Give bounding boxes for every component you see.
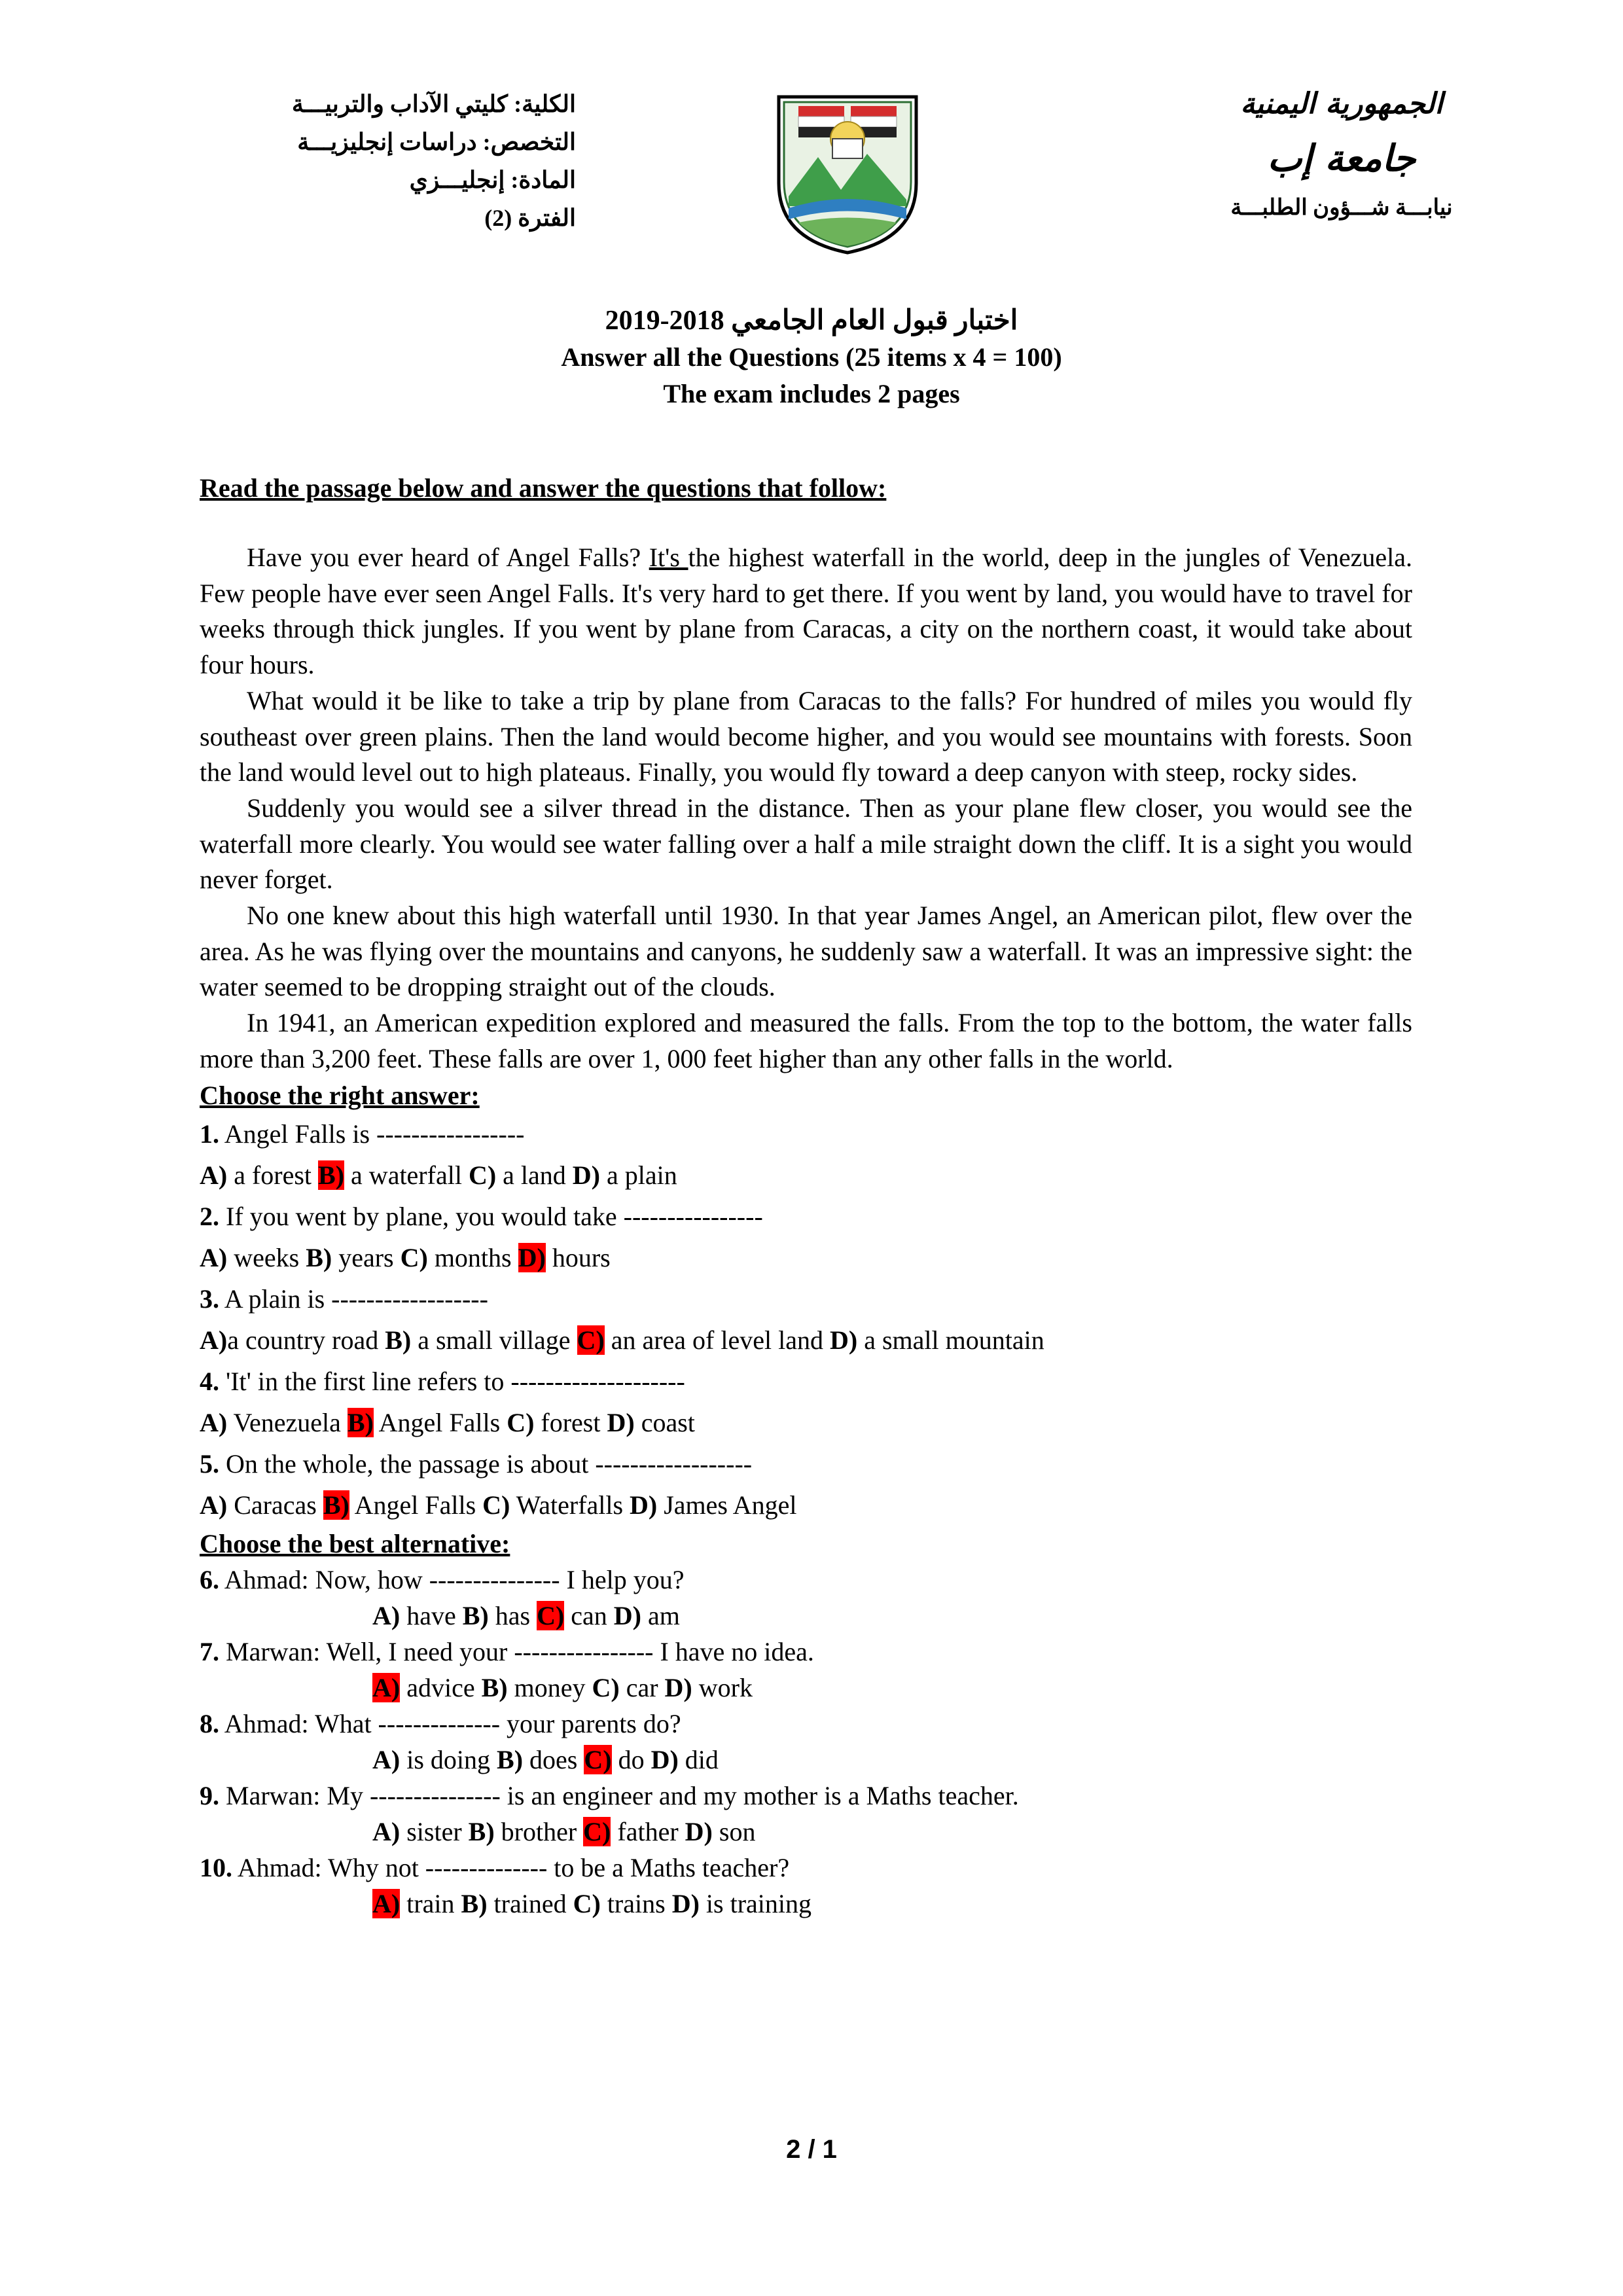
option-letter[interactable]: A) xyxy=(200,1490,228,1520)
option-letter[interactable]: D) xyxy=(630,1490,658,1520)
option-text: car xyxy=(619,1672,665,1702)
answer-options xyxy=(200,1402,1412,1443)
republic-line: الجمهورية اليمنية xyxy=(1240,87,1443,120)
option-text: Angel Falls xyxy=(373,1407,507,1437)
faculty-info xyxy=(236,85,576,237)
question-text: Ahmad: Why not -------------- to be a Maths teacher? xyxy=(232,1852,790,1882)
arabic-title: اختبار قبول العام الجامعي 2018-2019 xyxy=(605,306,1018,336)
deanship-line: نيابـــة شـــؤون الطلبـــة xyxy=(1230,196,1453,220)
faculty-line: الكلية: كليتي الآداب والتربيـــة xyxy=(291,91,576,117)
question-number: 7. xyxy=(200,1636,219,1666)
passage-paragraph: No one knew about this high waterfall until 1930. In that year James Angel, an American pilot, flew over the area. As he was flying over the mountains and canyons, he suddenly saw a waterfall. It was an impressive sight: the water seemed to be dropping straight out of the clouds. xyxy=(200,901,1412,1002)
option-letter[interactable]: C) xyxy=(573,1888,601,1918)
question-5 xyxy=(200,1443,1412,1484)
subject-line: المادة: إنجليـــزي xyxy=(409,167,576,193)
option-text: has xyxy=(488,1600,537,1630)
passage-paragraph xyxy=(200,540,1412,683)
exam-titles xyxy=(0,302,1623,412)
correct-option-letter[interactable]: B) xyxy=(323,1490,349,1520)
correct-option-letter[interactable]: D) xyxy=(518,1242,546,1272)
option-letter[interactable]: A) xyxy=(200,1160,228,1190)
option-text: forest xyxy=(534,1407,607,1437)
option-text: Venezuela xyxy=(227,1407,348,1437)
option-letter[interactable]: B) xyxy=(461,1888,488,1918)
correct-option-letter[interactable]: B) xyxy=(318,1160,345,1190)
question-number: 6. xyxy=(200,1564,219,1594)
question-9 xyxy=(200,1778,1412,1814)
question-6 xyxy=(200,1562,1412,1598)
correct-option-letter[interactable]: C) xyxy=(577,1325,605,1355)
correct-option-letter[interactable]: C) xyxy=(584,1744,612,1774)
answer-options xyxy=(200,1886,1412,1922)
option-letter[interactable]: B) xyxy=(481,1672,508,1702)
option-text: advice xyxy=(400,1672,482,1702)
option-letter[interactable]: B) xyxy=(462,1600,489,1630)
option-text: son xyxy=(712,1816,756,1846)
instructions-line: Answer all the Questions (25 items x 4 = 100) xyxy=(561,342,1062,372)
option-text: years xyxy=(332,1242,401,1272)
question-4 xyxy=(200,1361,1412,1402)
option-letter[interactable]: D) xyxy=(664,1672,692,1702)
option-text: hours xyxy=(545,1242,611,1272)
option-text: coast xyxy=(634,1407,695,1437)
option-text: train xyxy=(400,1888,461,1918)
option-text: does xyxy=(523,1744,584,1774)
option-text: am xyxy=(641,1600,680,1630)
option-letter[interactable]: C) xyxy=(468,1160,497,1190)
option-text: father xyxy=(611,1816,685,1846)
answer-options xyxy=(200,1814,1412,1850)
underlined-its: It's xyxy=(649,543,688,572)
university-emblem-icon xyxy=(772,92,923,255)
correct-option-letter[interactable]: C) xyxy=(583,1816,611,1846)
option-letter[interactable]: D) xyxy=(671,1888,700,1918)
question-text: 'It' in the first line refers to -------------------- xyxy=(219,1366,685,1396)
specialization-line: التخصص: دراسات إنجليزيـــة xyxy=(297,129,576,155)
pages-note: The exam includes 2 pages xyxy=(663,379,960,408)
option-text: Waterfalls xyxy=(510,1490,630,1520)
option-letter[interactable]: B) xyxy=(497,1744,524,1774)
answer-options xyxy=(200,1319,1412,1361)
question-number: 2. xyxy=(200,1201,219,1231)
question-number: 1. xyxy=(200,1119,219,1149)
option-letter[interactable]: D) xyxy=(613,1600,642,1630)
option-text: money xyxy=(507,1672,592,1702)
question-number: 10. xyxy=(200,1852,232,1882)
exam-content xyxy=(200,470,1412,1922)
option-text: is doing xyxy=(400,1744,497,1774)
option-text: trains xyxy=(600,1888,672,1918)
question-number: 3. xyxy=(200,1283,219,1314)
option-letter[interactable]: D) xyxy=(829,1325,858,1355)
question-text: Marwan: Well, I need your ---------------- I have no idea. xyxy=(219,1636,814,1666)
period-line: الفترة (2) xyxy=(484,205,576,231)
option-letter[interactable]: B) xyxy=(306,1242,332,1272)
option-letter[interactable]: B) xyxy=(468,1816,495,1846)
section2-heading: Choose the best alternative: xyxy=(200,1528,510,1558)
question-number: 4. xyxy=(200,1366,219,1396)
reading-heading: Read the passage below and answer the questions that follow: xyxy=(200,473,887,503)
correct-option-letter[interactable]: C) xyxy=(537,1600,565,1630)
question-text: A plain is ------------------ xyxy=(219,1283,488,1314)
option-letter[interactable]: C) xyxy=(400,1242,428,1272)
answer-options xyxy=(200,1598,1412,1634)
question-text: Ahmad: Now, how --------------- I help you? xyxy=(219,1564,685,1594)
question-text: On the whole, the passage is about ------------------ xyxy=(219,1448,753,1479)
correct-option-letter[interactable]: A) xyxy=(372,1888,401,1918)
university-info xyxy=(1230,79,1453,229)
question-7 xyxy=(200,1634,1412,1670)
option-letter[interactable]: C) xyxy=(592,1672,620,1702)
question-number: 5. xyxy=(200,1448,219,1479)
section1-heading: Choose the right answer: xyxy=(200,1080,480,1110)
option-text: did xyxy=(678,1744,719,1774)
answer-options xyxy=(200,1237,1412,1278)
option-text: James Angel xyxy=(657,1490,797,1520)
answer-options xyxy=(200,1155,1412,1196)
option-letter[interactable]: A) xyxy=(372,1816,401,1846)
passage-paragraph: Suddenly you would see a silver thread in the distance. Then as your plane flew closer, you would see the waterfall more clearly. You would see water falling over a half a mile straight down the cliff. It is a sight you would never forget. xyxy=(200,793,1412,895)
question-8 xyxy=(200,1706,1412,1742)
option-text: have xyxy=(400,1600,463,1630)
reading-passage xyxy=(200,540,1412,1077)
option-text: can xyxy=(564,1600,614,1630)
question-10 xyxy=(200,1850,1412,1886)
answer-options xyxy=(200,1742,1412,1778)
question-2 xyxy=(200,1196,1412,1237)
university-name: جامعة إب xyxy=(1267,137,1416,180)
question-text: If you went by plane, you would take ---------------- xyxy=(219,1201,763,1231)
section1-questions xyxy=(200,1113,1412,1526)
option-text: weeks xyxy=(227,1242,306,1272)
option-text: brother xyxy=(494,1816,584,1846)
option-letter[interactable]: A) xyxy=(200,1242,228,1272)
answer-options xyxy=(200,1484,1412,1526)
option-text: a plain xyxy=(600,1160,677,1190)
option-text: months xyxy=(427,1242,518,1272)
question-1 xyxy=(200,1113,1412,1155)
option-text: an area of level land xyxy=(604,1325,830,1355)
question-3 xyxy=(200,1278,1412,1319)
section2-questions xyxy=(200,1562,1412,1922)
question-text: Marwan: My --------------- is an engineer and my mother is a Maths teacher. xyxy=(219,1780,1019,1810)
option-letter[interactable]: D) xyxy=(685,1816,713,1846)
option-text: Caracas xyxy=(227,1490,323,1520)
paragraph-text: the highest waterfall in the world, deep in the jungles of Venezuela. Few people have ever seen Angel Falls. It's very hard to get there. If you went by land, you would have to travel for weeks through thick jungles. If you went by plane from Caracas, a city on the northern coast, it would take about four hours. xyxy=(200,543,1412,680)
question-number: 8. xyxy=(200,1708,219,1738)
option-letter[interactable]: D) xyxy=(651,1744,679,1774)
option-text: a small mountain xyxy=(857,1325,1044,1355)
option-letter[interactable]: A) xyxy=(372,1744,401,1774)
option-text: Angel Falls xyxy=(349,1490,483,1520)
passage-paragraph: In 1941, an American expedition explored and measured the falls. From the top to the bottom, the water falls more than 3,200 feet. These falls are over 1, 000 feet higher than any other falls in the world. xyxy=(200,1008,1412,1073)
option-text: a country road xyxy=(227,1325,385,1355)
paragraph-text: Have you ever heard of Angel Falls? xyxy=(247,543,649,572)
option-letter[interactable]: A) xyxy=(200,1407,228,1437)
option-text: a waterfall xyxy=(344,1160,469,1190)
option-letter[interactable]: B) xyxy=(385,1325,412,1355)
option-letter[interactable]: C) xyxy=(482,1490,510,1520)
option-text: a forest xyxy=(227,1160,319,1190)
page-number: 2 / 1 xyxy=(786,2135,837,2164)
option-text: a land xyxy=(496,1160,573,1190)
passage-paragraph: What would it be like to take a trip by plane from Caracas to the falls? For hundred of miles you would fly southeast over green plains. Then the land would become higher, and you would see mountains with forests. Soon the land would level out to high plateaus. Finally, you would fly toward a deep canyon with steep, rocky sides. xyxy=(200,685,1412,787)
option-letter[interactable]: A) xyxy=(372,1600,401,1630)
option-letter[interactable]: D) xyxy=(572,1160,600,1190)
option-text: trained xyxy=(487,1888,573,1918)
question-number: 9. xyxy=(200,1780,219,1810)
option-text: a small village xyxy=(411,1325,577,1355)
option-letter[interactable]: A) xyxy=(200,1325,228,1355)
option-text: work xyxy=(692,1672,753,1702)
option-text: do xyxy=(611,1744,651,1774)
correct-option-letter[interactable]: A) xyxy=(372,1672,401,1702)
question-text: Ahmad: What -------------- your parents do? xyxy=(219,1708,681,1738)
correct-option-letter[interactable]: B) xyxy=(347,1407,374,1437)
option-letter[interactable]: C) xyxy=(507,1407,535,1437)
answer-options xyxy=(200,1670,1412,1706)
option-text: is training xyxy=(699,1888,812,1918)
option-letter[interactable]: D) xyxy=(607,1407,635,1437)
option-text: sister xyxy=(400,1816,469,1846)
question-text: Angel Falls is ----------------- xyxy=(219,1119,525,1149)
